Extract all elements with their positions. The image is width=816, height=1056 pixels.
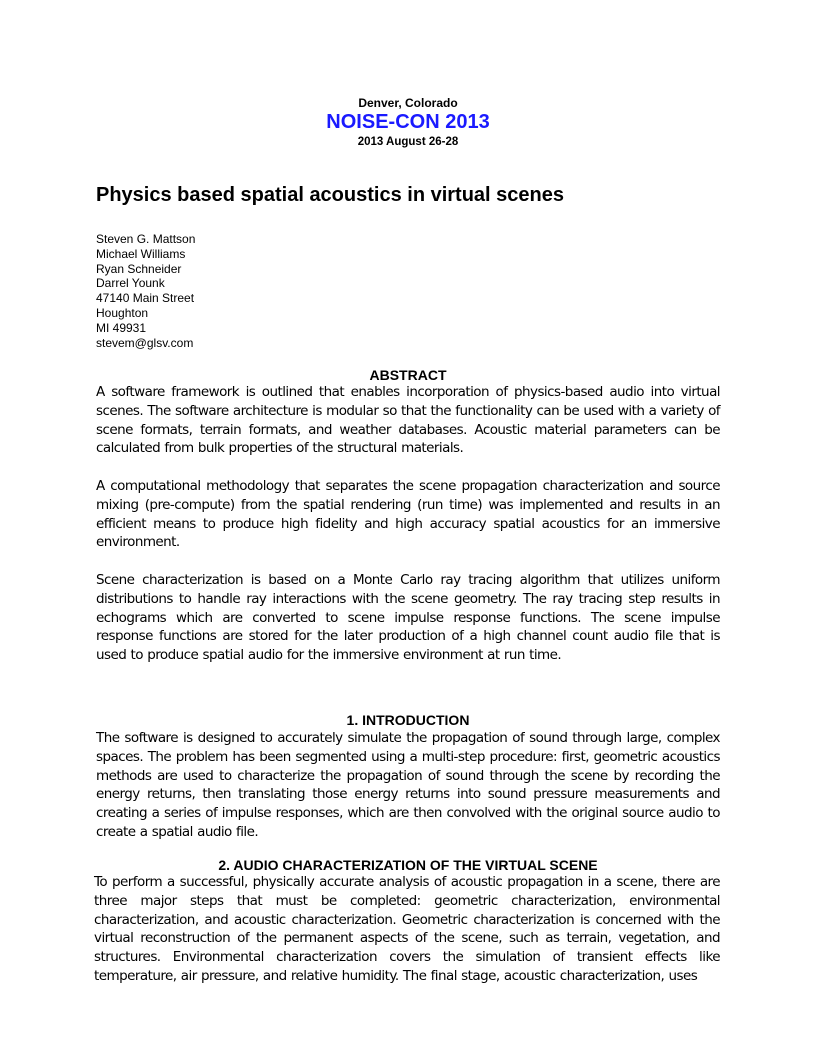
introduction-heading: 1. INTRODUCTION	[346, 712, 470, 728]
abstract-paragraph: A software framework is outlined that enables incorporation of physics-based audio into virtual scenes. The software architecture is modular so that the functionality can be used with a variety of scene formats, terrain formats, and weather databases. Acoustic material parameters can be calculated from bulk properties of the structural materials.	[96, 384, 721, 457]
abstract-paragraph: A computational methodology that separates the scene propagation characterization and source mixing (pre-compute) from the spatial rendering (run time) was implemented and results in an efficient means to produce high fidelity and high accuracy spatial acoustics for an immersive environment.	[96, 478, 720, 551]
author-line: Darrel Younk	[96, 276, 165, 291]
author-email: stevem@glsv.com	[96, 335, 194, 350]
introduction-paragraph: The software is designed to accurately simulate the propagation of sound through large, complex spaces. The problem has been segmented using a multi-step procedure: first, geometric acoustics methods are used to characterize the propagation of sound through the scene by recording the energy returns, then translating those energy returns into sound pressure measurements and creating a series of impulse responses, which are then convolved with the original source audio to create a spatial audio file.	[96, 730, 720, 840]
author-line: Ryan Schneider	[96, 261, 182, 276]
conference-name: NOISE-CON 2013	[326, 111, 490, 133]
section2-heading: 2. AUDIO CHARACTERIZATION OF THE VIRTUAL SCENE	[218, 857, 598, 873]
address-city: Houghton	[96, 305, 149, 320]
abstract-paragraph: Scene characterization is based on a Monte Carlo ray tracing algorithm that utilizes uniform distributions to handle ray interactions with the scene geometry. The ray tracing step results in echograms which are converted to scene impulse response functions. The scene impulse response functions are stored for the later production of a high channel count audio file that is used to produce spatial audio for the immersive environment at run time.	[96, 572, 720, 664]
author-line: Steven G. Mattson	[96, 232, 196, 246]
conference-location: Denver, Colorado	[358, 96, 458, 110]
section2-paragraph: To perform a successful, physically accurate analysis of acoustic propagation in a scene, there are three major steps that must be completed: geometric characterization, environmental characterization, and acoustic characterization. Geometric characterization is concerned with the virtual reconstruction of the permanent aspects of the scene, such as terrain, vegetation, and structures. Environmental characterization covers the simulation of transient effects like temperature, air pressure, and relative humidity. The final stage, acoustic characterization, uses	[94, 874, 720, 984]
author-block	[96, 232, 195, 350]
conference-dates: 2013 August 26-28	[357, 136, 459, 148]
author-line: Michael Williams	[96, 246, 186, 261]
address-street: 47140 Main Street	[96, 291, 195, 306]
paper-title: Physics based spatial acoustics in virtual scenes	[96, 184, 564, 206]
address-state-zip: MI 49931	[96, 320, 147, 335]
abstract-heading: ABSTRACT	[369, 367, 447, 383]
